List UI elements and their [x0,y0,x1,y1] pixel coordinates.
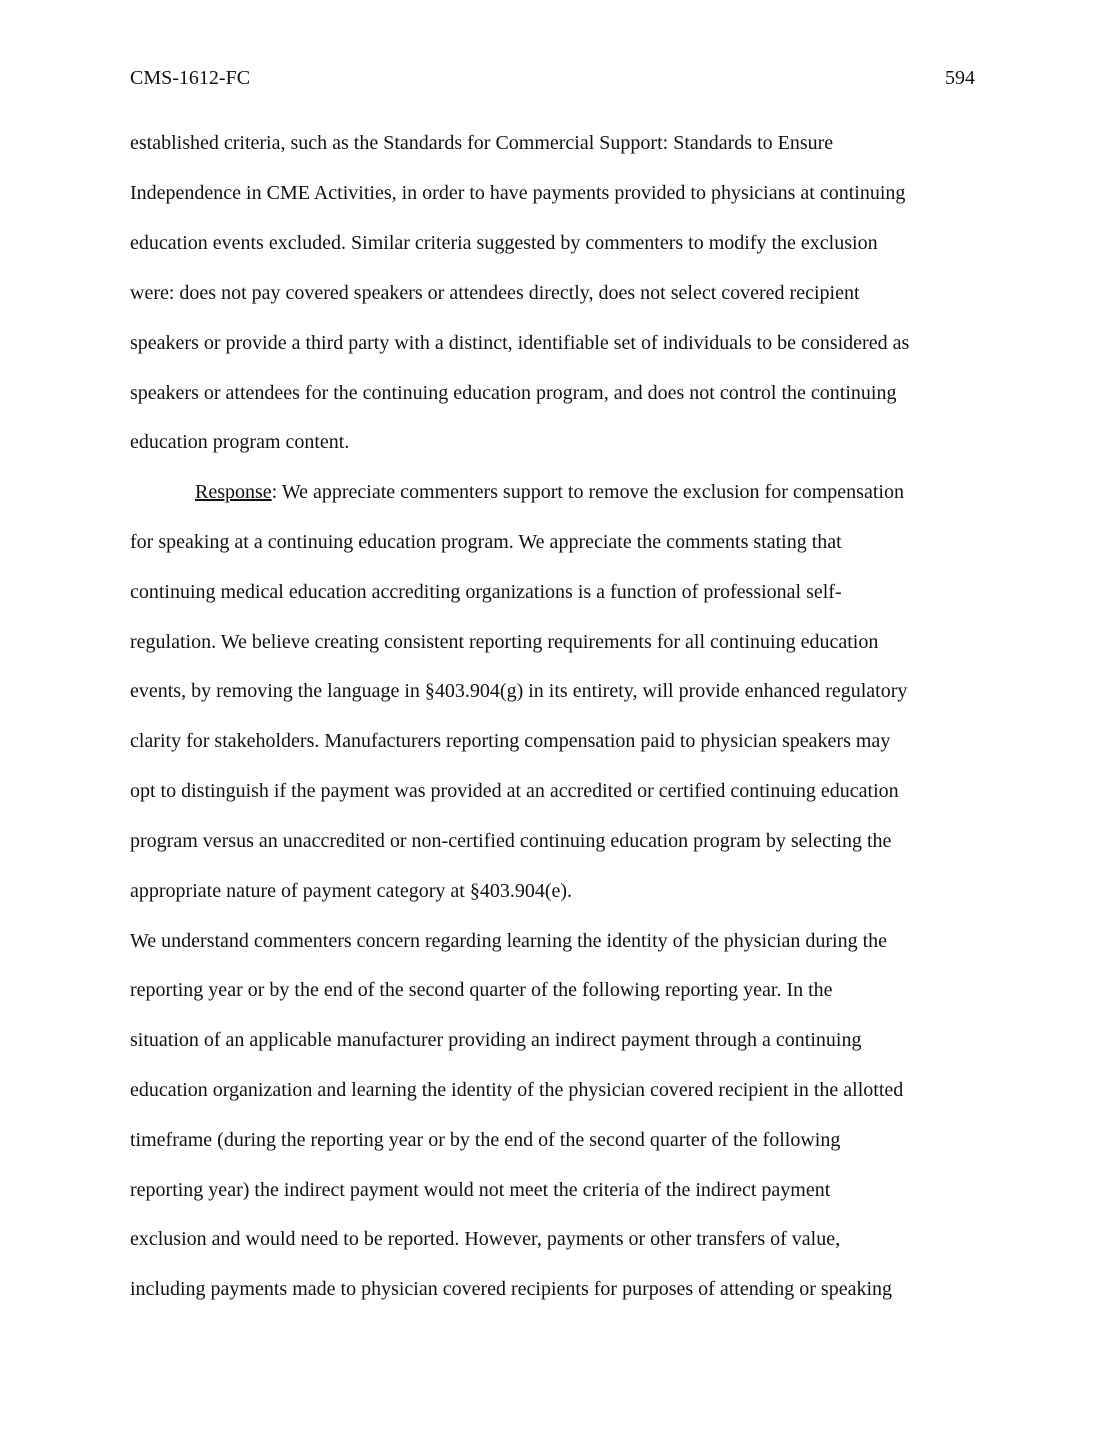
body-line: reporting year or by the end of the second quarter of the following reporting year. In the [130,979,833,1001]
body-line: education events excluded. Similar criteria suggested by commenters to modify the exclusion [130,232,878,254]
response-first-line-text: : We appreciate commenters support to remove the exclusion for compensation [271,481,904,503]
body-line: speakers or attendees for the continuing education program, and does not control the continuing [130,382,897,404]
body-line: appropriate nature of payment category at §403.904(e). [130,880,573,902]
body-line: events, by removing the language in §403.904(g) in its entirety, will provide enhanced regulatory [130,680,908,702]
body-line: were: does not pay covered speakers or attendees directly, does not select covered recipient [130,282,860,304]
body-line: speakers or provide a third party with a distinct, identifiable set of individuals to be considered as [130,332,910,354]
body-line: timeframe (during the reporting year or by the end of the second quarter of the following [130,1129,841,1151]
body-line: We understand commenters concern regarding learning the identity of the physician during the [130,930,888,952]
body-line: situation of an applicable manufacturer providing an indirect payment through a continuing [130,1029,862,1051]
response-first-line [195,480,904,504]
body-line: opt to distinguish if the payment was provided at an accredited or certified continuing education [130,780,899,802]
body-line: education program content. [130,431,350,453]
page-number: 594 [945,67,975,89]
body-line: including payments made to physician covered recipients for purposes of attending or speaking [130,1278,893,1300]
response-heading: Response [195,481,272,503]
body-line: exclusion and would need to be reported. However, payments or other transfers of value, [130,1228,841,1250]
body-line: education organization and learning the identity of the physician covered recipient in the allotted [130,1079,904,1101]
body-line: program versus an unaccredited or non-certified continuing education program by selecting the [130,830,892,852]
body-line: continuing medical education accrediting organizations is a function of professional self- [130,581,842,603]
body-line: reporting year) the indirect payment would not meet the criteria of the indirect payment [130,1179,831,1201]
body-line: Independence in CME Activities, in order to have payments provided to physicians at continuing [130,182,906,204]
document-id: CMS-1612-FC [130,67,251,89]
body-line: for speaking at a continuing education program. We appreciate the comments stating that [130,531,842,553]
body-line: regulation. We believe creating consistent reporting requirements for all continuing education [130,631,879,653]
body-line: established criteria, such as the Standards for Commercial Support: Standards to Ensure [130,132,834,154]
body-line: clarity for stakeholders. Manufacturers reporting compensation paid to physician speakers may [130,730,891,752]
